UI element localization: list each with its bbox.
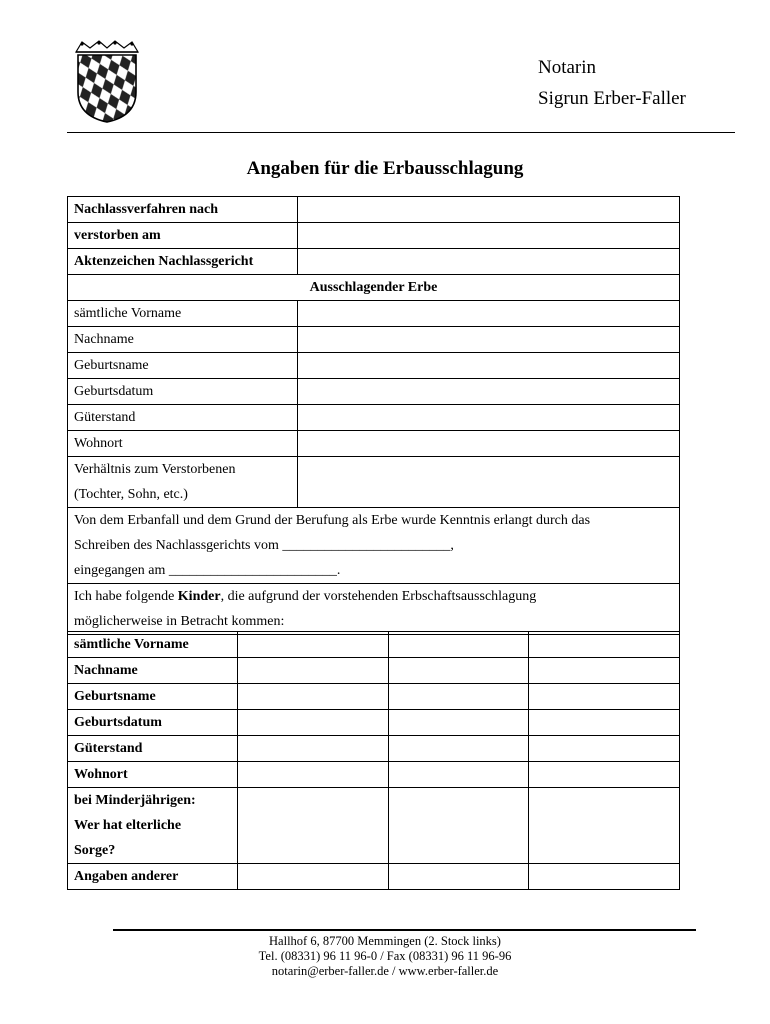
table-row [68, 736, 680, 762]
field-label: Geburtsdatum [68, 710, 238, 736]
child-1-cell[interactable] [238, 788, 389, 864]
heir-birth-date-field[interactable] [298, 379, 680, 405]
field-label [68, 457, 298, 508]
table-row [68, 301, 680, 327]
notice-line1: Von dem Erbanfall und dem Grund der Berufung als Erbe wurde Kenntnis erlangt durch das [74, 513, 591, 528]
child-3-cell[interactable] [529, 658, 680, 684]
footer-phone: Tel. (08331) 96 11 96-0 / Fax (08331) 96 11 96-96 [258, 949, 512, 963]
table-row [68, 431, 680, 457]
table-row [68, 327, 680, 353]
table-row [68, 457, 680, 508]
field-label: sämtliche Vorname [68, 301, 298, 327]
children-intro-line2: möglicherweise in Betracht kommen: [74, 614, 285, 629]
heir-form-table [67, 196, 680, 635]
field-label: Aktenzeichen Nachlassgericht [68, 249, 298, 275]
section-heading: Ausschlagender Erbe [68, 275, 680, 301]
heir-marital-property-field[interactable] [298, 405, 680, 431]
custody-line3: Sorge? [74, 843, 116, 858]
field-label [68, 788, 238, 864]
court-file-number-field[interactable] [298, 249, 680, 275]
field-label: Nachname [68, 658, 238, 684]
notice-line3: eingegangen am ________________________. [74, 563, 341, 578]
heir-residence-field[interactable] [298, 431, 680, 457]
child-2-cell[interactable] [389, 762, 529, 788]
notary-label: Notarin [538, 57, 597, 78]
relation-label-line2: (Tochter, Sohn, etc.) [74, 487, 188, 502]
notary-header [538, 52, 686, 114]
field-label: Nachname [68, 327, 298, 353]
document-title: Angaben für die Erbausschlagung [246, 158, 524, 179]
field-label: Güterstand [68, 736, 238, 762]
footer-address: Hallhof 6, 87700 Memmingen (2. Stock links) [269, 934, 501, 948]
bavarian-crest-logo [72, 40, 142, 124]
child-2-cell[interactable] [389, 788, 529, 864]
child-2-cell[interactable] [389, 684, 529, 710]
child-1-cell[interactable] [238, 710, 389, 736]
field-label: Nachlassverfahren nach [68, 197, 298, 223]
child-3-cell[interactable] [529, 736, 680, 762]
child-3-cell[interactable] [529, 864, 680, 890]
table-row [68, 197, 680, 223]
child-1-cell[interactable] [238, 736, 389, 762]
table-row [68, 632, 680, 658]
field-label: Güterstand [68, 405, 298, 431]
heir-surname-field[interactable] [298, 327, 680, 353]
header-divider [67, 132, 735, 133]
intro-bold: Kinder [177, 589, 221, 604]
table-row [68, 353, 680, 379]
child-2-cell[interactable] [389, 632, 529, 658]
relation-to-deceased-field[interactable] [298, 457, 680, 508]
table-row [68, 223, 680, 249]
table-row [68, 379, 680, 405]
notice-line2: Schreiben des Nachlassgerichts vom ________________________, [74, 538, 454, 553]
custody-line2: Wer hat elterliche [74, 818, 182, 833]
child-2-cell[interactable] [389, 710, 529, 736]
table-row [68, 788, 680, 864]
child-2-cell[interactable] [389, 864, 529, 890]
heir-first-names-field[interactable] [298, 301, 680, 327]
child-1-cell[interactable] [238, 762, 389, 788]
child-1-cell[interactable] [238, 864, 389, 890]
child-2-cell[interactable] [389, 658, 529, 684]
field-label: Angaben anderer [68, 864, 238, 890]
date-of-death-field[interactable] [298, 223, 680, 249]
child-3-cell[interactable] [529, 684, 680, 710]
table-row [68, 864, 680, 890]
footer-divider [113, 929, 696, 931]
child-1-cell[interactable] [238, 684, 389, 710]
field-label: Geburtsname [68, 353, 298, 379]
child-3-cell[interactable] [529, 788, 680, 864]
field-label: Geburtsname [68, 684, 238, 710]
notary-name: Sigrun Erber-Faller [538, 88, 686, 109]
field-label: sämtliche Vorname [68, 632, 238, 658]
table-row [68, 584, 680, 635]
deceased-name-field[interactable] [298, 197, 680, 223]
children-table [67, 631, 680, 890]
field-label: Geburtsdatum [68, 379, 298, 405]
child-3-cell[interactable] [529, 762, 680, 788]
children-intro-line1 [74, 584, 679, 609]
custody-line1: bei Minderjährigen: [74, 793, 196, 808]
intro-text: Ich habe folgende [74, 589, 178, 604]
heir-birth-name-field[interactable] [298, 353, 680, 379]
child-1-cell[interactable] [238, 658, 389, 684]
table-row [68, 710, 680, 736]
table-row [68, 249, 680, 275]
notice-cell [68, 508, 680, 584]
footer-contact: notarin@erber-faller.de / www.erber-faller.de [271, 964, 499, 978]
child-3-cell[interactable] [529, 710, 680, 736]
table-row [68, 762, 680, 788]
children-intro-cell [68, 584, 680, 635]
child-2-cell[interactable] [389, 736, 529, 762]
child-3-cell[interactable] [529, 632, 680, 658]
table-row [68, 405, 680, 431]
field-label: verstorben am [68, 223, 298, 249]
child-1-cell[interactable] [238, 632, 389, 658]
footer [0, 934, 770, 979]
intro-text-after: , die aufgrund der vorstehenden Erbschaftsausschlagung [220, 589, 537, 604]
table-row [68, 275, 680, 301]
field-label: Wohnort [68, 431, 298, 457]
table-row [68, 658, 680, 684]
table-row [68, 508, 680, 584]
relation-label-line1: Verhältnis zum Verstorbenen [74, 462, 236, 477]
field-label: Wohnort [68, 762, 238, 788]
table-row [68, 684, 680, 710]
